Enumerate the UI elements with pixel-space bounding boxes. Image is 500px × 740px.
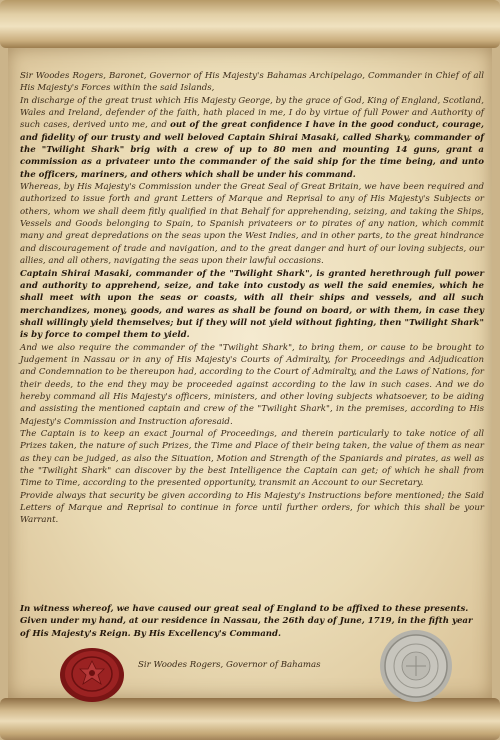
paragraph-whereas: Whereas, by His Majesty's Commission under the Great Seal of Great Britain, we have been required and authorized to issue forth and grant Letters of Marque and Reprisal to any of His Majesty's Subjects or others, whom we shall deem fitly qualified in that Behalf for apprehending, seizing, and taking the Ships, Vessels and Goods belonging to Spain, to Spanish privateers or to pirates of any nation, which commit many and great depredations on the seas upon the West Indies, and in other parts, to the great hindrance and discouragement of trade and navigation, and to the great danger and hurt of our loving subjects, our allies, and all others, navigating the seas upon their lawful occasions. [20, 182, 484, 267]
paragraph-journal: The Captain is to keep an exact Journal of Proceedings, and therein particularly to take notice of all Prizes taken, the nature of such Prizes, the Time and Place of their being taken, the value of them as near as they can be judged, as also the Situation, Motion and Strength of the Spaniards and pirates, as well as the "Twilight Shark" can discover by the best Intelligence the Captain can get; of which he shall from Time to Time, according to the presented opportunity, transmit an Account to our Secretary. [20, 428, 484, 489]
scroll-bottom-rod [0, 698, 500, 740]
paragraph-grant-intro: In discharge of the great trust which His Majesty George, by the grace of God, King of England, Scotland, Wales and Ireland, defender of the faith, hath placed in me, I do by virtue of full Power and Authority of such cases, derived unto me, and [20, 95, 484, 131]
silver-seal-icon [378, 628, 454, 704]
paragraph-judgement: And we also require the commander of the "Twilight Shark", to bring them, or cause to be brought to Judgement in Nassau or in any of His Majesty's Courts of Admiralty, for Proceedings and Adjudication and Condemnation to be thereupon had, according to the Court of Admiralty, and the Laws of Nations, for their deeds, to the end they may be proceeded against according to the law in such cases. And we do hereby command all His Majesty's officers, ministers, and other loving subjects whatsoever, to be aiding and assisting the mentioned captain and crew of the "Twilight Shark", in the premises, according to His Majesty's Commission and Instruction aforesaid. [20, 342, 484, 427]
paragraph-grant-emphasis: out of the great confidence I have in the good conduct, courage, and fidelity of our trusty and well beloved Captain Shirai Masaki, called Sharky, commander of the "Twilight Shark" brig with a crew of up to 80 men and mounting 14 guns, grant a commission as a privateer unto the commander of the said ship for the time being, and unto the officers, mariners, and others which shall be under his command. [20, 120, 484, 180]
commission-text [20, 70, 484, 527]
closing-given: Given under my hand, at our residence in Nassau, the 26th day of June, 1719, in the fifth year of His Majesty's Reign. By His Excellency's Command. [20, 616, 473, 639]
red-wax-seal-icon [58, 645, 126, 703]
scroll-top-rod [0, 0, 500, 48]
governor-signature: Sir Woodes Rogers, Governor of Bahamas [138, 660, 321, 670]
paragraph-authority [20, 268, 484, 342]
paragraph-grant [20, 95, 484, 181]
paragraph-authority-end: "Twilight Shark" is by force to compel them to yield. [20, 317, 484, 341]
closing-witness: In witness whereof, we have caused our great seal of England to be affixed to these presents. [20, 604, 469, 614]
paragraph-warrant: Provide always that security be given according to His Majesty's Instructions before mentioned; the Said Letters of Marque and Reprisal to continue in force until further orders, for which this shall be your Warrant. [20, 490, 484, 526]
paragraph-authority-main: Captain Shirai Masaki, commander of the "Twilight Shark", is granted herethrough full power and authority to apprehend, seize, and take into custody as well the said enemies, which he shall meet with upon the seas or coasts, with all their ships and vessels, and all such merchandizes, money, goods, and wares as shall be found on board, or with them, in case they shall willingly yield themselves; but if they will not yield without fighting, then [20, 268, 484, 328]
document-heading: Sir Woodes Rogers, Baronet, Governor of His Majesty's Bahamas Archipelago, Commander in Chief of all His Majesty's Forces within the said Islands, [20, 71, 484, 94]
